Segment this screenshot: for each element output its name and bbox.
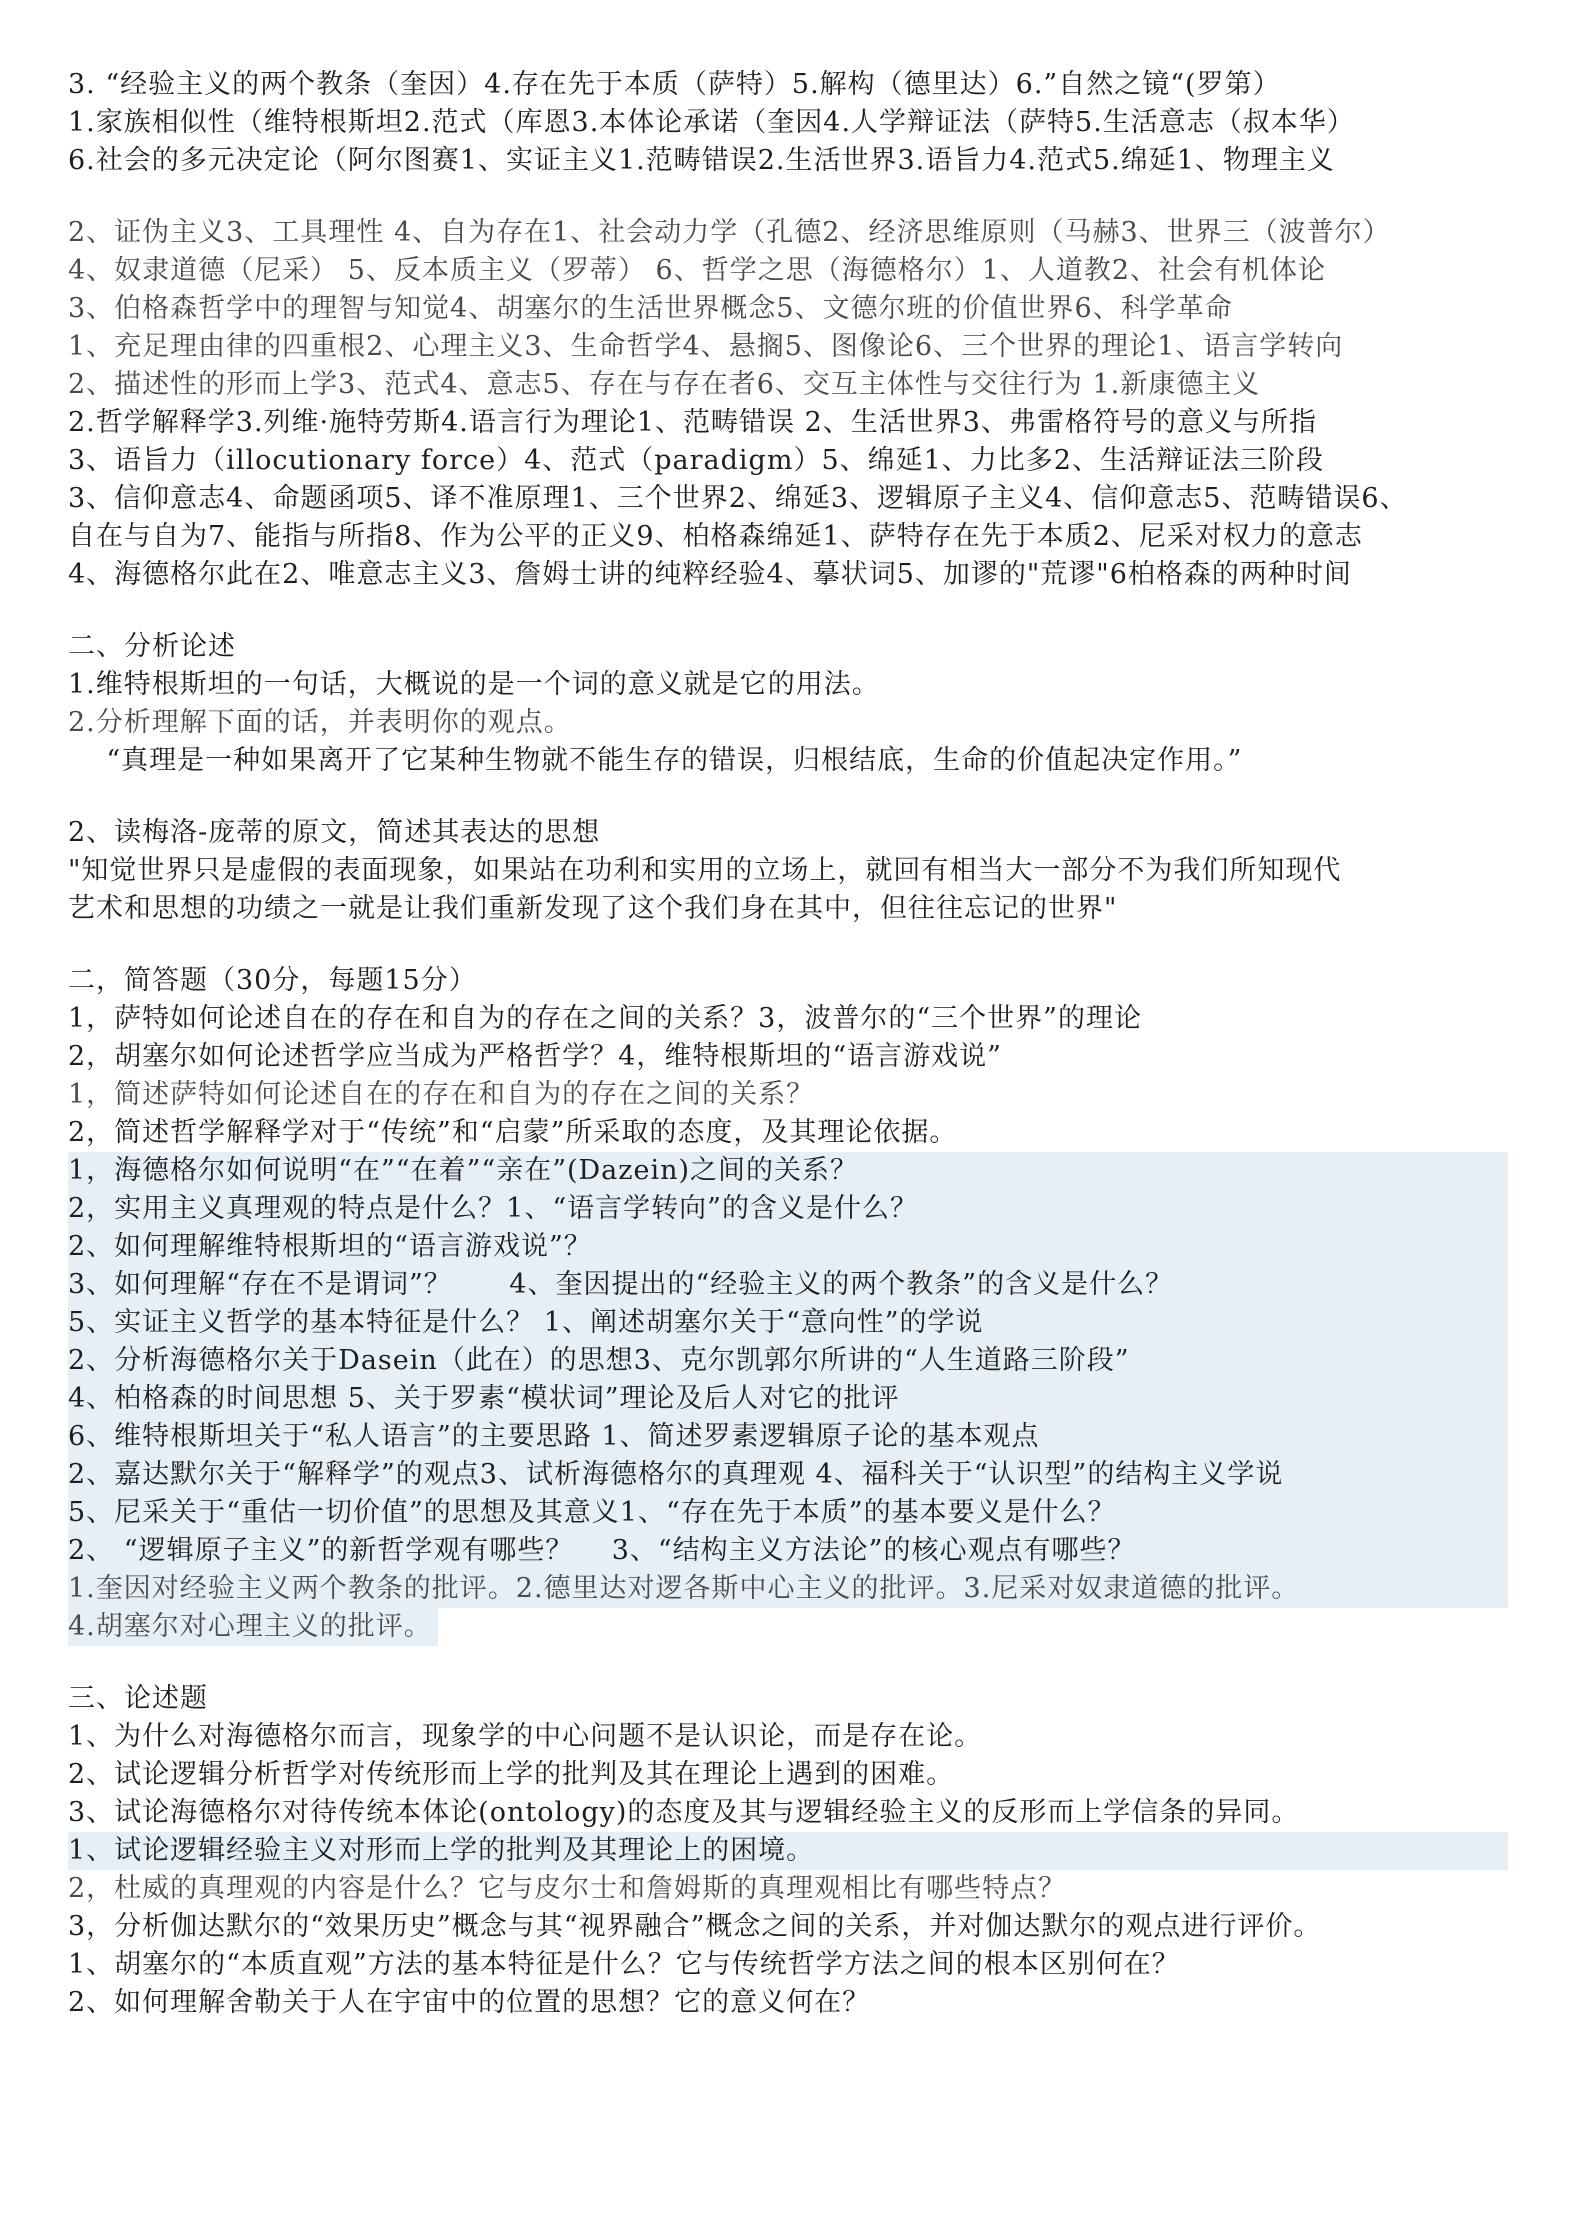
- terms-block-2: [68, 214, 1508, 594]
- text-line: 4、奴隶道德（尼采） 5、反本质主义（罗蒂） 6、哲学之思（海德格尔）1、人道教2、社会有机体论: [68, 255, 1327, 286]
- text-line: 3. “经验主义的两个教条（奎因）4.存在先于本质（萨特）5.解构（德里达）6.”自然之镜“(罗第）: [68, 69, 1281, 100]
- text-line: 2、如何理解维特根斯坦的“语言游戏说”？: [68, 1231, 592, 1262]
- section-heading: 二、分析论述: [68, 631, 236, 662]
- highlighted-line: 1、试论逻辑经验主义对形而上学的批判及其理论上的困境。: [68, 1832, 1508, 1870]
- text-line: 2、读梅洛-庞蒂的原文，简述其表达的思想: [68, 817, 601, 848]
- text-line: 1，海德格尔如何说明“在”“在着”“亲在”(Dazein)之间的关系？: [68, 1155, 859, 1186]
- section-heading: 三、论述题: [68, 1683, 208, 1714]
- text-line-wrap: [68, 1608, 1508, 1646]
- text-line: 3、伯格森哲学中的理智与知觉4、胡塞尔的生活世界概念5、文德尔班的价值世界6、科学革命: [68, 293, 1233, 324]
- analysis-section: [68, 628, 1508, 928]
- text-line: 5、尼采关于“重估一切价值”的思想及其意义1、“存在先于本质”的基本要义是什么？: [68, 1497, 1116, 1528]
- text-line: 4、海德格尔此在2、唯意志主义3、詹姆士讲的纯粹经验4、摹状词5、加谬的"荒谬"6柏格森的两种时间: [68, 559, 1352, 590]
- text-line: 1，萨特如何论述自在的存在和自为的存在之间的关系？3，波普尔的“三个世界”的理论: [68, 1003, 1142, 1034]
- highlighted-block: [68, 1152, 1508, 1646]
- text-line: 3、试论海德格尔对待传统本体论(ontology)的态度及其与逻辑经验主义的反形而上学信条的异同。: [68, 1797, 1300, 1828]
- text-line: 2.分析理解下面的话，并表明你的观点。: [68, 707, 572, 738]
- text-line: 3，分析伽达默尔的“效果历史”概念与其“视界融合”概念之间的关系，并对伽达默尔的观点进行评价。: [68, 1911, 1322, 1942]
- text-line: 2，简述哲学解释学对于“传统”和“启蒙”所采取的态度，及其理论依据。: [68, 1117, 958, 1148]
- text-line: 3、信仰意志4、命题函项5、译不准原理1、三个世界2、绵延3、逻辑原子主义4、信仰意志5、范畴错误6、: [68, 483, 1408, 514]
- text-line: 1、胡塞尔的“本质直观”方法的基本特征是什么？它与传统哲学方法之间的根本区别何在？: [68, 1949, 1180, 1980]
- text-line: 3、如何理解“存在不是谓词”？ 4、奎因提出的“经验主义的两个教条”的含义是什么？: [68, 1269, 1174, 1300]
- text-line: 1，简述萨特如何论述自在的存在和自为的存在之间的关系？: [68, 1079, 815, 1110]
- text-line: 艺术和思想的功绩之一就是让我们重新发现了这个我们身在其中，但往往忘记的世界": [68, 893, 1118, 924]
- text-line: 2，杜威的真理观的内容是什么？它与皮尔士和詹姆斯的真理观相比有哪些特点？: [68, 1873, 1067, 1904]
- text-line: 4、柏格森的时间思想 5、关于罗素“模状词”理论及后人对它的批评: [68, 1383, 900, 1414]
- text-line: 1.维特根斯坦的一句话，大概说的是一个词的意义就是它的用法。: [68, 669, 880, 700]
- essay-section: [68, 1680, 1508, 2022]
- quote-line: “真理是一种如果离开了它某种生物就不能生存的错误，归根结底，生命的价值起决定作用。”: [68, 745, 1243, 776]
- text-line: "知觉世界只是虚假的表面现象，如果站在功利和实用的立场上，就回有相当大一部分不为我们所知现代: [68, 855, 1342, 886]
- text-line: 2.哲学解释学3.列维·施特劳斯4.语言行为理论1、范畴错误 2、生活世界3、弗雷格符号的意义与所指: [68, 407, 1317, 438]
- text-line: 2、嘉达默尔关于“解释学”的观点3、试析海德格尔的真理观 4、福科关于“认识型”的结构主义学说: [68, 1459, 1284, 1490]
- text-line: 4.胡塞尔对心理主义的批评。: [68, 1608, 438, 1646]
- text-line: 2、分析海德格尔关于Dasein（此在）的思想3、克尔凯郭尔所讲的“人生道路三阶段”: [68, 1345, 1130, 1376]
- text-line: 2、如何理解舍勒关于人在宇宙中的位置的思想？它的意义何在？: [68, 1987, 871, 2018]
- text-line: 2、描述性的形而上学3、范式4、意志5、存在与存在者6、交互主体性与交往行为 1.新康德主义: [68, 369, 1261, 400]
- text-line: 3、语旨力（illocutionary force）4、范式（paradigm）5、绵延1、力比多2、生活辩证法三阶段: [68, 445, 1324, 476]
- text-line: 6.社会的多元决定论（阿尔图赛1、实证主义1.范畴错误2.生活世界3.语旨力4.范式5.绵延1、物理主义: [68, 145, 1335, 176]
- text-line: 1、充足理由律的四重根2、心理主义3、生命哲学4、悬搁5、图像论6、三个世界的理论1、语言学转向: [68, 331, 1344, 362]
- text-line: 1.奎因对经验主义两个教条的批评。2.德里达对逻各斯中心主义的批评。3.尼采对奴隶道德的批评。: [68, 1573, 1300, 1604]
- short-answer-section: [68, 962, 1508, 1646]
- terms-block: [68, 66, 1508, 180]
- text-line: 自在与自为7、能指与所指8、作为公平的正义9、柏格森绵延1、萨特存在先于本质2、尼采对权力的意志: [68, 521, 1363, 552]
- text-line: 1、为什么对海德格尔而言，现象学的中心问题不是认识论，而是存在论。: [68, 1721, 983, 1752]
- document-page: [68, 66, 1508, 2022]
- section-heading: 二，简答题（30分，每题15分）: [68, 965, 477, 996]
- text-line: 2，实用主义真理观的特点是什么？1、“语言学转向”的含义是什么？: [68, 1193, 918, 1224]
- text-line: 2、证伪主义3、工具理性 4、自为存在1、社会动力学（孔德2、经济思维原则（马赫3、世界三（波普尔）: [68, 217, 1391, 248]
- text-line: 2、 “逻辑原子主义”的新哲学观有哪些？ 3、“结构主义方法论”的核心观点有哪些？: [68, 1535, 1136, 1566]
- text-line: 6、维特根斯坦关于“私人语言”的主要思路 1、简述罗素逻辑原子论的基本观点: [68, 1421, 1040, 1452]
- text-line: 2、试论逻辑分析哲学对传统形而上学的批判及其在理论上遇到的困难。: [68, 1759, 955, 1790]
- text-line: 5、实证主义哲学的基本特征是什么？ 1、阐述胡塞尔关于“意向性”的学说: [68, 1307, 984, 1338]
- text-line: 1.家族相似性（维特根斯坦2.范式（库恩3.本体论承诺（奎因4.人学辩证法（萨特5.生活意志（叔本华）: [68, 107, 1355, 138]
- text-line: 2，胡塞尔如何论述哲学应当成为严格哲学？4，维特根斯坦的“语言游戏说”: [68, 1041, 1002, 1072]
